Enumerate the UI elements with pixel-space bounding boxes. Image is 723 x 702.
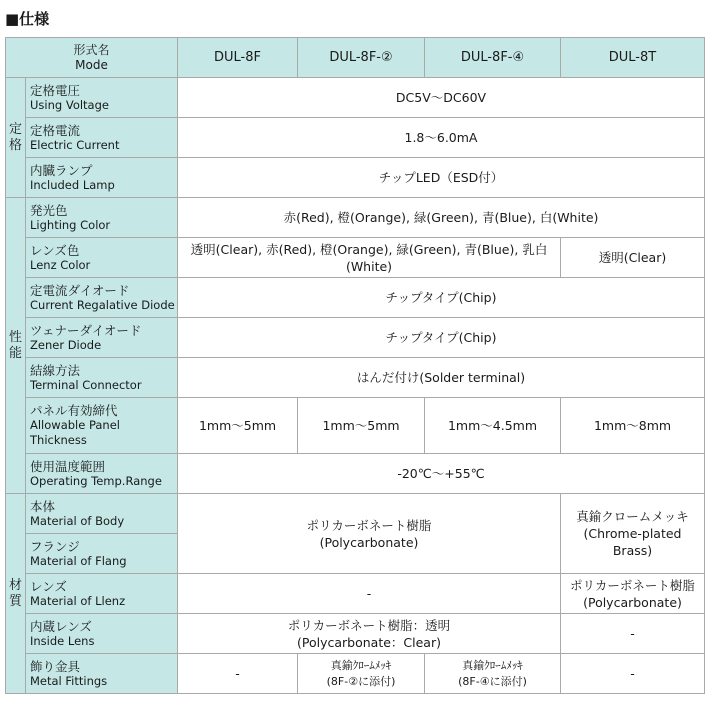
value-lens-color-8t: 透明(Clear) — [561, 238, 705, 278]
mode-header-en: Mode — [75, 57, 108, 72]
table-row — [6, 358, 705, 398]
value-zener: チップタイプ(Chip) — [178, 318, 705, 358]
row-label-jp: 定格電流 — [30, 122, 81, 138]
model-header-dul-8f: DUL-8F — [178, 38, 298, 78]
mode-header-jp: 形式名 — [73, 42, 110, 57]
value-line: Brass) — [612, 543, 653, 558]
row-label-en: Material of Body — [30, 513, 125, 528]
value-lamp: チップLED（ESD付） — [178, 158, 705, 198]
value-voltage: DC5V～DC60V — [178, 78, 705, 118]
group-performance — [6, 198, 26, 494]
row-label-lamp — [26, 158, 178, 198]
value-line: 真鍮ｸﾛｰﾑﾒｯｷ — [330, 658, 392, 672]
value-body-flange-8t — [561, 494, 705, 574]
row-label-zener — [26, 318, 178, 358]
table-row — [6, 278, 705, 318]
group-rating — [6, 78, 26, 198]
row-label-inside-lens — [26, 614, 178, 654]
value-terminal: はんだ付け(Solder terminal) — [178, 358, 705, 398]
row-label-jp: レンズ色 — [30, 242, 80, 258]
row-label-jp: 結線方法 — [30, 362, 81, 378]
row-label-lens — [26, 574, 178, 614]
row-label-jp: 定電流ダイオード — [30, 282, 130, 298]
value-line: (8F-②に添付) — [326, 674, 396, 688]
value-lens: - — [178, 574, 561, 614]
value-temp: -20℃～+55℃ — [178, 454, 705, 494]
row-label-en: Lenz Color — [30, 257, 91, 272]
value-line: (8F-④に添付) — [458, 674, 527, 688]
table-row — [6, 318, 705, 358]
group-material — [6, 494, 26, 694]
value-line: 透明(Clear), 赤(Red), 橙(Orange), 緑(Green), 青(Blue), 乳白 — [190, 241, 548, 257]
row-label-terminal — [26, 358, 178, 398]
row-label-en: Material of Llenz — [30, 593, 126, 608]
row-label-en: Material of Flang — [30, 553, 127, 568]
value-panel-8f-4: 1mm～4.5mm — [425, 398, 561, 454]
row-label-en: Electric Current — [30, 137, 120, 152]
value-lighting: 赤(Red), 橙(Orange), 緑(Green), 青(Blue), 白(White) — [178, 198, 705, 238]
row-label-jp: 飾り金具 — [30, 658, 81, 674]
value-panel-8f: 1mm～5mm — [178, 398, 298, 454]
table-row — [6, 454, 705, 494]
value-fittings-8f-2 — [298, 654, 425, 694]
table-row — [6, 574, 705, 614]
value-line: 真鍮クロームメッキ — [576, 509, 689, 524]
row-label-voltage — [26, 78, 178, 118]
row-label-crd — [26, 278, 178, 318]
model-header-dul-8f-2: DUL-8F-② — [298, 38, 425, 78]
value-line: ポリカーボネート樹脂 — [570, 577, 695, 593]
value-line: 真鍮ｸﾛｰﾑﾒｯｷ — [462, 658, 523, 672]
model-header-dul-8f-4: DUL-8F-④ — [425, 38, 561, 78]
row-label-en: Metal Fittings — [30, 673, 108, 688]
value-line: ポリカーボネート樹脂 — [306, 517, 432, 533]
table-row — [6, 198, 705, 238]
row-label-current — [26, 118, 178, 158]
table-row — [6, 78, 705, 118]
value-inside-lens-8t: - — [561, 614, 705, 654]
model-header-dul-8t: DUL-8T — [561, 38, 705, 78]
value-current: 1.8～6.0mA — [178, 118, 705, 158]
group-material-label: 材質 — [8, 577, 22, 609]
value-line: (Polycarbonate：Clear) — [297, 634, 441, 650]
table-row — [6, 398, 705, 454]
value-lens-color — [178, 238, 561, 278]
row-label-fittings — [26, 654, 178, 694]
spec-table — [5, 37, 705, 694]
row-label-jp: 内臓ランプ — [30, 162, 93, 178]
value-line: (Polycarbonate) — [583, 594, 682, 610]
row-label-jp: ツェナーダイオード — [30, 322, 142, 338]
row-label-en: Included Lamp — [30, 177, 115, 192]
row-label-jp: 定格電圧 — [30, 82, 81, 98]
mode-header — [6, 38, 178, 78]
row-label-en: Terminal Connector — [30, 377, 142, 392]
table-header-row — [6, 38, 705, 78]
page-title: ■仕様 — [5, 10, 50, 28]
row-label-jp: フランジ — [30, 538, 80, 554]
row-label-temp — [26, 454, 178, 494]
row-label-en: Current Regalative Diode — [30, 297, 175, 312]
row-label-lens-color — [26, 238, 178, 278]
value-body-flange — [178, 494, 561, 574]
value-inside-lens — [178, 614, 561, 654]
row-label-en: Thickness — [30, 433, 87, 447]
value-crd: チップタイプ(Chip) — [178, 278, 705, 318]
value-line: (Polycarbonate) — [319, 534, 419, 550]
row-label-en: Operating Temp.Range — [30, 473, 162, 488]
row-label-jp: パネル有効締代 — [30, 403, 118, 418]
row-label-body — [26, 494, 178, 534]
table-row — [6, 118, 705, 158]
value-panel-8t: 1mm～8mm — [561, 398, 705, 454]
row-label-en: Using Voltage — [30, 97, 109, 112]
row-label-jp: 内蔵レンズ — [30, 618, 92, 634]
table-row — [6, 494, 705, 534]
value-line: ポリカーボネート樹脂：透明 — [287, 617, 451, 633]
row-label-jp: レンズ — [30, 578, 67, 594]
row-label-jp: 使用温度範囲 — [30, 458, 106, 474]
value-line: (Chrome-plated — [583, 526, 682, 541]
table-row — [6, 654, 705, 694]
row-label-en: Inside Lens — [30, 633, 95, 648]
value-panel-8f-2: 1mm～5mm — [298, 398, 425, 454]
group-performance-label: 性能 — [8, 329, 22, 361]
row-label-en: Lighting Color — [30, 217, 111, 232]
row-label-lighting — [26, 198, 178, 238]
group-rating-label: 定格 — [8, 121, 22, 153]
row-label-panel — [26, 398, 178, 454]
row-label-en: Zener Diode — [30, 337, 102, 352]
table-row — [6, 614, 705, 654]
table-row — [6, 238, 705, 278]
value-lens-8t — [561, 574, 705, 614]
row-label-jp: 本体 — [30, 498, 56, 514]
row-label-flange — [26, 534, 178, 574]
row-label-en: Allowable Panel — [30, 418, 120, 432]
value-fittings-8t: - — [561, 654, 705, 694]
value-line: (White) — [345, 258, 393, 274]
table-row — [6, 158, 705, 198]
value-fittings-8f: - — [178, 654, 298, 694]
row-label-jp: 発光色 — [30, 202, 68, 218]
value-fittings-8f-4 — [425, 654, 561, 694]
